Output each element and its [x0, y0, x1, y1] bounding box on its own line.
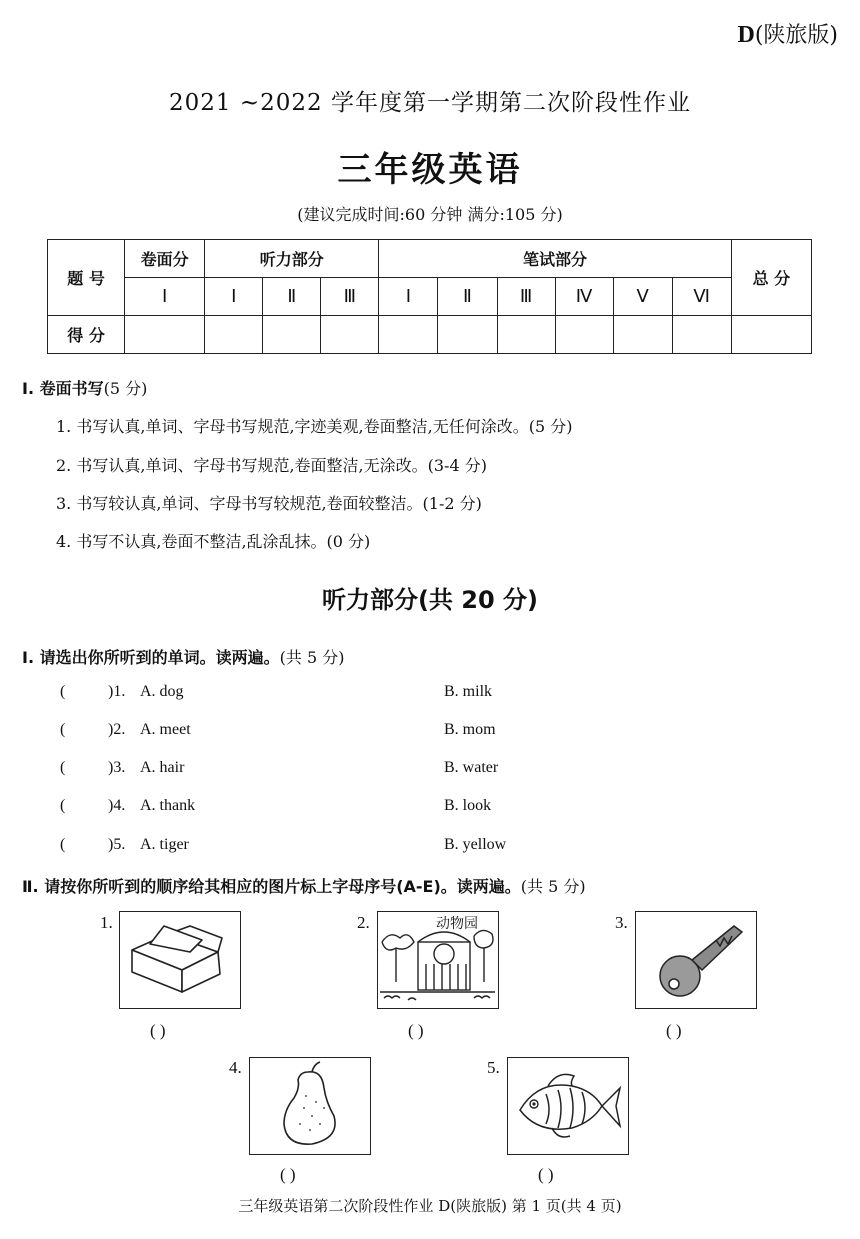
picture-number: 1.: [100, 913, 113, 932]
section-one-title: [22, 645, 344, 668]
question-number: )4.: [108, 797, 126, 814]
section-writing-label: Ⅰ. 卷面书写: [22, 379, 104, 398]
edition-text: (陕旅版): [754, 23, 838, 48]
answer-paren[interactable]: (: [60, 759, 66, 776]
section-one-label: Ⅰ. 请选出你所听到的单词。读两遍。: [22, 648, 280, 667]
writing-item: 2. 书写认真,单词、字母书写规范,卷面整洁,无涂改。(3-4 分): [56, 456, 487, 475]
section-one-points: (共 5 分): [279, 648, 345, 667]
score-cell[interactable]: [125, 316, 205, 354]
roman-cell: Ⅳ: [555, 278, 613, 316]
roman-cell: Ⅰ: [379, 278, 438, 316]
listening-heading: 听力部分(共 20 分): [321, 586, 539, 614]
score-cell[interactable]: [555, 316, 613, 354]
section-two-label: Ⅱ. 请按你所听到的顺序给其相应的图片标上字母序号(A-E)。读两遍。: [22, 877, 521, 896]
option-b: B. water: [444, 759, 499, 776]
score-cell[interactable]: [438, 316, 497, 354]
answer-paren[interactable]: (: [60, 797, 66, 814]
question-number: )1.: [108, 683, 126, 700]
header-cell-total: 总 分: [731, 240, 811, 316]
roman-cell: Ⅴ: [613, 278, 672, 316]
picture-number: 3.: [615, 913, 628, 932]
section-writing-points: (5 分): [103, 379, 148, 398]
option-b: B. milk: [444, 683, 493, 700]
score-cell[interactable]: [497, 316, 555, 354]
score-cell[interactable]: [379, 316, 438, 354]
header-cell-listening: 听力部分: [205, 240, 379, 278]
option-a: A. tiger: [140, 836, 189, 853]
roman-cell: Ⅱ: [438, 278, 497, 316]
question-number: )5.: [108, 836, 126, 853]
roman-cell: Ⅰ: [125, 278, 205, 316]
page-title: 三年级英语: [337, 150, 523, 190]
roman-cell: Ⅲ: [321, 278, 379, 316]
option-a: A. hair: [140, 759, 185, 776]
picture-frame: [249, 1057, 371, 1155]
picture-number: 2.: [357, 913, 370, 932]
score-cell[interactable]: [672, 316, 731, 354]
writing-item: 1. 书写认真,单词、字母书写规范,字迹美观,卷面整洁,无任何涂改。(5 分): [56, 417, 573, 436]
fish-icon: [508, 1058, 627, 1153]
roman-cell: Ⅰ: [205, 278, 263, 316]
section-two-points: (共 5 分): [520, 877, 586, 896]
roman-cell: Ⅲ: [497, 278, 555, 316]
picture-frame: [507, 1057, 629, 1155]
answer-paren[interactable]: ( ): [666, 1021, 682, 1040]
score-table: [47, 239, 812, 354]
question-number: )3.: [108, 759, 126, 776]
header-cell-juanmian: 卷面分: [125, 240, 205, 278]
score-cell[interactable]: [613, 316, 672, 354]
pear-icon: [250, 1058, 369, 1153]
exam-meta: (建议完成时间:60 分钟 满分:105 分): [297, 205, 563, 224]
roman-cell: Ⅵ: [672, 278, 731, 316]
roman-cell: Ⅱ: [263, 278, 321, 316]
header-cell-writing: 笔试部分: [379, 240, 731, 278]
edition-letter: D: [737, 22, 755, 48]
picture-frame: [119, 911, 241, 1009]
picture-number: 5.: [487, 1058, 500, 1077]
score-cell[interactable]: [731, 316, 811, 354]
answer-paren[interactable]: (: [60, 721, 66, 738]
option-b: B. yellow: [444, 836, 507, 853]
answer-paren[interactable]: ( ): [280, 1165, 296, 1184]
option-b: B. look: [444, 797, 492, 814]
score-row-label: 得 分: [48, 316, 125, 354]
option-a: A. thank: [140, 797, 196, 814]
answer-paren[interactable]: ( ): [408, 1021, 424, 1040]
section-two-title: [22, 874, 586, 897]
answer-paren[interactable]: ( ): [150, 1021, 166, 1040]
key-icon: [636, 912, 755, 1007]
answer-paren[interactable]: ( ): [538, 1165, 554, 1184]
zoo-icon: [378, 912, 497, 1007]
answer-paren[interactable]: (: [60, 836, 66, 853]
question-number: )2.: [108, 721, 126, 738]
option-b: B. mom: [444, 721, 496, 738]
writing-item: 3. 书写较认真,单词、字母书写较规范,卷面较整洁。(1-2 分): [56, 494, 482, 513]
picture-frame: [635, 911, 757, 1009]
score-cell[interactable]: [205, 316, 263, 354]
answer-paren[interactable]: (: [60, 683, 66, 700]
option-a: A. dog: [140, 683, 184, 700]
box-icon: [120, 912, 239, 1007]
picture-number: 4.: [229, 1058, 242, 1077]
picture-frame: [377, 911, 499, 1009]
section-writing-title: [22, 376, 147, 399]
edition-label: [737, 18, 838, 49]
score-cell[interactable]: [321, 316, 379, 354]
exam-headline: 2021 ~2022 学年度第一学期第二次阶段性作业: [169, 90, 691, 116]
zoo-caption: 动物园: [436, 916, 478, 932]
writing-item: 4. 书写不认真,卷面不整洁,乱涂乱抹。(0 分): [56, 532, 371, 551]
page-footer: 三年级英语第二次阶段性作业 D(陕旅版) 第 1 页(共 4 页): [238, 1197, 622, 1215]
score-cell[interactable]: [263, 316, 321, 354]
option-a: A. meet: [140, 721, 191, 738]
header-cell-number: 题 号: [48, 240, 125, 316]
